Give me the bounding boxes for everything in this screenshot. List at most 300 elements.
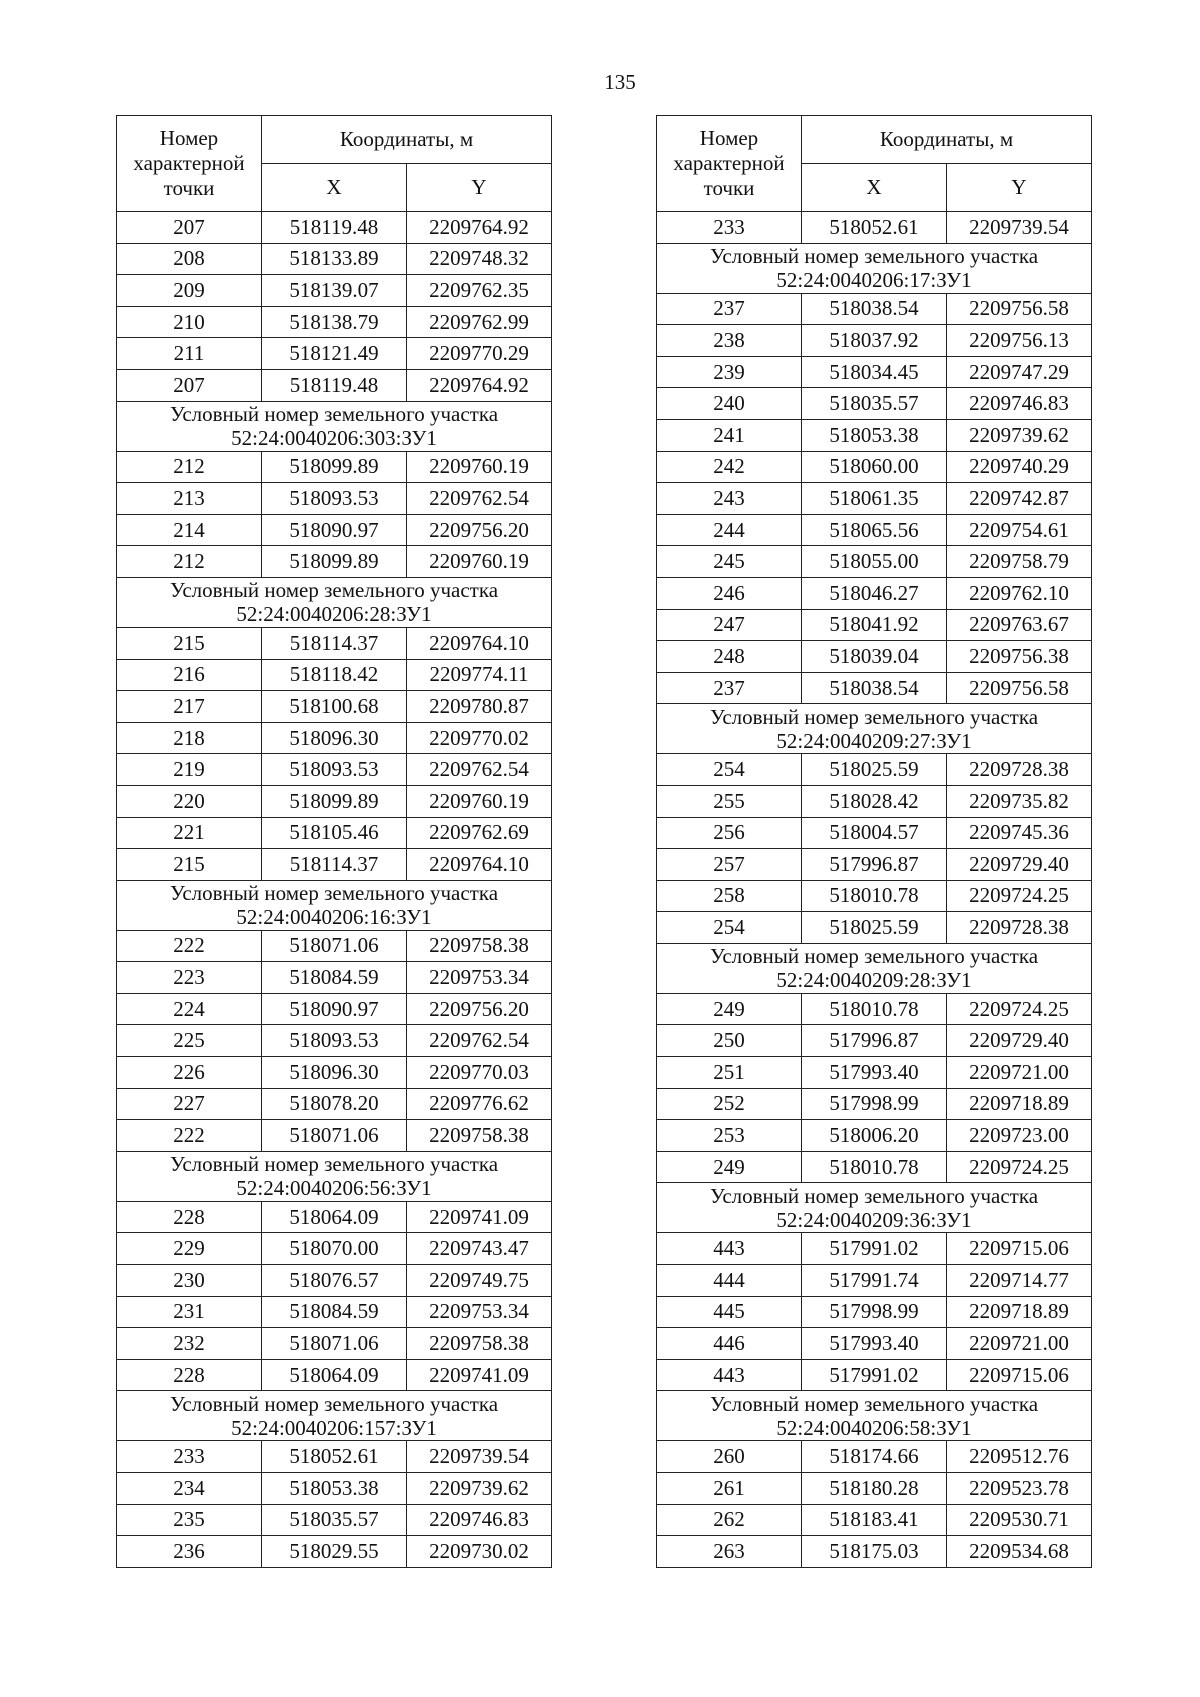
land-plot-heading-label: Условный номер земельного участка — [709, 1391, 1039, 1416]
y-coordinate-cell: 2209741.09 — [407, 1201, 552, 1233]
table-row — [657, 1473, 1092, 1505]
x-coordinate-cell: 518010.78 — [802, 1151, 947, 1183]
point-number-cell: 233 — [657, 212, 802, 244]
x-coordinate-cell: 518035.57 — [262, 1504, 407, 1536]
y-coordinate-cell: 2209724.25 — [947, 880, 1092, 912]
table-row — [117, 754, 552, 786]
land-plot-number: 52:24:0040206:17:ЗУ1 — [776, 268, 972, 293]
y-coordinate-cell: 2209756.20 — [407, 993, 552, 1025]
y-coordinate-cell: 2209718.89 — [947, 1296, 1092, 1328]
x-coordinate-cell: 518064.09 — [262, 1201, 407, 1233]
table-row — [117, 546, 552, 578]
header-coordinates: Координаты, м — [802, 116, 1092, 164]
y-coordinate-cell: 2209749.75 — [407, 1265, 552, 1297]
land-plot-heading-label: Условный номер земельного участка — [169, 1391, 499, 1416]
table-row — [117, 1536, 552, 1568]
section-row — [117, 1151, 552, 1201]
point-number-cell: 228 — [117, 1359, 262, 1391]
point-number-cell: 257 — [657, 849, 802, 881]
x-coordinate-cell: 518084.59 — [262, 1296, 407, 1328]
y-coordinate-cell: 2209758.79 — [947, 546, 1092, 578]
coordinates-table-right — [656, 115, 1092, 1568]
y-coordinate-cell: 2209743.47 — [407, 1233, 552, 1265]
table-row — [657, 1504, 1092, 1536]
point-number-cell: 212 — [117, 546, 262, 578]
table-row — [657, 419, 1092, 451]
land-plot-heading — [657, 243, 1092, 293]
y-coordinate-cell: 2209742.87 — [947, 483, 1092, 515]
y-coordinate-cell: 2209729.40 — [947, 1025, 1092, 1057]
header-coordinates: Координаты, м — [262, 116, 552, 164]
y-coordinate-cell: 2209762.99 — [407, 306, 552, 338]
table-row — [117, 243, 552, 275]
land-plot-number: 52:24:0040209:28:ЗУ1 — [776, 968, 972, 993]
point-number-cell: 254 — [657, 754, 802, 786]
point-number-cell: 235 — [117, 1504, 262, 1536]
y-coordinate-cell: 2209523.78 — [947, 1473, 1092, 1505]
point-number-cell: 237 — [657, 672, 802, 704]
x-coordinate-cell: 518138.79 — [262, 306, 407, 338]
y-coordinate-cell: 2209729.40 — [947, 849, 1092, 881]
x-coordinate-cell: 518006.20 — [802, 1120, 947, 1152]
land-plot-heading — [117, 1391, 552, 1441]
y-coordinate-cell: 2209715.06 — [947, 1233, 1092, 1265]
land-plot-heading-label: Условный номер земельного участка — [169, 1152, 499, 1177]
x-coordinate-cell: 518078.20 — [262, 1088, 407, 1120]
x-coordinate-cell: 518114.37 — [262, 627, 407, 659]
x-coordinate-cell: 518093.53 — [262, 754, 407, 786]
table-row — [657, 1120, 1092, 1152]
table-row — [657, 1151, 1092, 1183]
land-plot-number: 52:24:0040206:56:ЗУ1 — [236, 1176, 432, 1201]
y-coordinate-cell: 2209760.19 — [407, 785, 552, 817]
table-row — [117, 483, 552, 515]
table-row — [657, 785, 1092, 817]
x-coordinate-cell: 518061.35 — [802, 483, 947, 515]
point-number-cell: 226 — [117, 1057, 262, 1089]
point-number-cell: 232 — [117, 1328, 262, 1360]
y-coordinate-cell: 2209760.19 — [407, 451, 552, 483]
point-number-cell: 229 — [117, 1233, 262, 1265]
table-row — [657, 546, 1092, 578]
x-coordinate-cell: 517991.02 — [802, 1359, 947, 1391]
table-row — [117, 993, 552, 1025]
y-coordinate-cell: 2209764.10 — [407, 849, 552, 881]
x-coordinate-cell: 518084.59 — [262, 962, 407, 994]
point-number-cell: 233 — [117, 1441, 262, 1473]
x-coordinate-cell: 518096.30 — [262, 722, 407, 754]
header-x: X — [802, 164, 947, 212]
point-number-cell: 210 — [117, 306, 262, 338]
y-coordinate-cell: 2209776.62 — [407, 1088, 552, 1120]
table-row — [657, 577, 1092, 609]
table-row — [117, 930, 552, 962]
land-plot-number: 52:24:0040206:157:ЗУ1 — [231, 1415, 437, 1440]
x-coordinate-cell: 517998.99 — [802, 1088, 947, 1120]
point-number-cell: 208 — [117, 243, 262, 275]
table-body-right — [657, 212, 1092, 1568]
y-coordinate-cell: 2209756.20 — [407, 514, 552, 546]
land-plot-heading-label: Условный номер земельного участка — [709, 704, 1039, 729]
point-number-cell: 249 — [657, 1151, 802, 1183]
y-coordinate-cell: 2209724.25 — [947, 1151, 1092, 1183]
section-row — [117, 1391, 552, 1441]
x-coordinate-cell: 518052.61 — [262, 1441, 407, 1473]
y-coordinate-cell: 2209753.34 — [407, 962, 552, 994]
table-row — [657, 754, 1092, 786]
point-number-cell: 207 — [117, 369, 262, 401]
x-coordinate-cell: 518010.78 — [802, 880, 947, 912]
y-coordinate-cell: 2209735.82 — [947, 785, 1092, 817]
x-coordinate-cell: 518035.57 — [802, 388, 947, 420]
y-coordinate-cell: 2209721.00 — [947, 1328, 1092, 1360]
table-row — [117, 817, 552, 849]
y-coordinate-cell: 2209764.92 — [407, 369, 552, 401]
table-row — [117, 338, 552, 370]
point-number-cell: 213 — [117, 483, 262, 515]
section-row — [117, 880, 552, 930]
table-row — [657, 1057, 1092, 1089]
x-coordinate-cell: 518038.54 — [802, 672, 947, 704]
land-plot-heading — [117, 401, 552, 451]
point-number-cell: 218 — [117, 722, 262, 754]
y-coordinate-cell: 2209739.54 — [947, 212, 1092, 244]
point-number-cell: 445 — [657, 1296, 802, 1328]
x-coordinate-cell: 517993.40 — [802, 1328, 947, 1360]
x-coordinate-cell: 518034.45 — [802, 356, 947, 388]
table-row — [657, 356, 1092, 388]
y-coordinate-cell: 2209756.38 — [947, 641, 1092, 673]
point-number-cell: 220 — [117, 785, 262, 817]
table-row — [117, 1296, 552, 1328]
table-row — [117, 306, 552, 338]
land-plot-heading-label: Условный номер земельного участка — [709, 244, 1039, 269]
table-row — [657, 1359, 1092, 1391]
table-row — [117, 1201, 552, 1233]
table-row — [117, 369, 552, 401]
land-plot-heading — [117, 880, 552, 930]
x-coordinate-cell: 518119.48 — [262, 369, 407, 401]
land-plot-heading — [657, 943, 1092, 993]
x-coordinate-cell: 518028.42 — [802, 785, 947, 817]
point-number-cell: 443 — [657, 1359, 802, 1391]
table-row — [117, 1504, 552, 1536]
x-coordinate-cell: 518065.56 — [802, 514, 947, 546]
x-coordinate-cell: 517996.87 — [802, 849, 947, 881]
table-row — [657, 1328, 1092, 1360]
table-row — [657, 993, 1092, 1025]
table-row — [117, 659, 552, 691]
table-row — [117, 1025, 552, 1057]
point-number-cell: 242 — [657, 451, 802, 483]
section-row — [657, 1183, 1092, 1233]
y-coordinate-cell: 2209756.13 — [947, 325, 1092, 357]
land-plot-heading — [117, 577, 552, 627]
y-coordinate-cell: 2209762.54 — [407, 483, 552, 515]
point-number-cell: 238 — [657, 325, 802, 357]
point-number-cell: 253 — [657, 1120, 802, 1152]
table-row — [657, 1233, 1092, 1265]
y-coordinate-cell: 2209770.29 — [407, 338, 552, 370]
table-row — [117, 1359, 552, 1391]
point-number-cell: 248 — [657, 641, 802, 673]
table-row — [657, 1296, 1092, 1328]
point-number-cell: 245 — [657, 546, 802, 578]
y-coordinate-cell: 2209721.00 — [947, 1057, 1092, 1089]
y-coordinate-cell: 2209512.76 — [947, 1441, 1092, 1473]
y-coordinate-cell: 2209780.87 — [407, 691, 552, 723]
x-coordinate-cell: 518119.48 — [262, 212, 407, 244]
y-coordinate-cell: 2209762.35 — [407, 275, 552, 307]
y-coordinate-cell: 2209730.02 — [407, 1536, 552, 1568]
table-row — [117, 1473, 552, 1505]
y-coordinate-cell: 2209714.77 — [947, 1265, 1092, 1297]
y-coordinate-cell: 2209747.29 — [947, 356, 1092, 388]
x-coordinate-cell: 518099.89 — [262, 785, 407, 817]
x-coordinate-cell: 518010.78 — [802, 993, 947, 1025]
x-coordinate-cell: 518052.61 — [802, 212, 947, 244]
table-row — [117, 514, 552, 546]
point-number-cell: 221 — [117, 817, 262, 849]
y-coordinate-cell: 2209728.38 — [947, 754, 1092, 786]
x-coordinate-cell: 518070.00 — [262, 1233, 407, 1265]
point-number-cell: 207 — [117, 212, 262, 244]
point-number-cell: 216 — [117, 659, 262, 691]
x-coordinate-cell: 518093.53 — [262, 1025, 407, 1057]
y-coordinate-cell: 2209758.38 — [407, 930, 552, 962]
x-coordinate-cell: 518060.00 — [802, 451, 947, 483]
x-coordinate-cell: 518025.59 — [802, 754, 947, 786]
y-coordinate-cell: 2209770.02 — [407, 722, 552, 754]
x-coordinate-cell: 518105.46 — [262, 817, 407, 849]
section-row — [657, 1391, 1092, 1441]
point-number-cell: 444 — [657, 1265, 802, 1297]
table-row — [657, 212, 1092, 244]
x-coordinate-cell: 518133.89 — [262, 243, 407, 275]
x-coordinate-cell: 518053.38 — [802, 419, 947, 451]
point-number-cell: 261 — [657, 1473, 802, 1505]
y-coordinate-cell: 2209762.10 — [947, 577, 1092, 609]
table-row — [117, 1057, 552, 1089]
point-number-cell: 243 — [657, 483, 802, 515]
y-coordinate-cell: 2209760.19 — [407, 546, 552, 578]
land-plot-heading — [657, 704, 1092, 754]
table-row — [117, 212, 552, 244]
x-coordinate-cell: 518139.07 — [262, 275, 407, 307]
y-coordinate-cell: 2209748.32 — [407, 243, 552, 275]
x-coordinate-cell: 518037.92 — [802, 325, 947, 357]
x-coordinate-cell: 518180.28 — [802, 1473, 947, 1505]
point-number-cell: 249 — [657, 993, 802, 1025]
table-row — [117, 785, 552, 817]
table-row — [657, 672, 1092, 704]
table-row — [657, 1441, 1092, 1473]
table-row — [657, 912, 1092, 944]
point-number-cell: 225 — [117, 1025, 262, 1057]
land-plot-number: 52:24:0040206:16:ЗУ1 — [236, 905, 432, 930]
table-row — [117, 627, 552, 659]
y-coordinate-cell: 2209739.54 — [407, 1441, 552, 1473]
table-row — [117, 275, 552, 307]
point-number-cell: 228 — [117, 1201, 262, 1233]
x-coordinate-cell: 518090.97 — [262, 993, 407, 1025]
point-number-cell: 256 — [657, 817, 802, 849]
x-coordinate-cell: 518118.42 — [262, 659, 407, 691]
x-coordinate-cell: 518038.54 — [802, 293, 947, 325]
x-coordinate-cell: 518029.55 — [262, 1536, 407, 1568]
land-plot-heading — [117, 1151, 552, 1201]
section-row — [117, 401, 552, 451]
table-row — [657, 514, 1092, 546]
x-coordinate-cell: 518053.38 — [262, 1473, 407, 1505]
table-row — [117, 1265, 552, 1297]
header-y: Y — [947, 164, 1092, 212]
point-number-cell: 236 — [117, 1536, 262, 1568]
point-number-cell: 224 — [117, 993, 262, 1025]
x-coordinate-cell: 518100.68 — [262, 691, 407, 723]
table-row — [657, 451, 1092, 483]
x-coordinate-cell: 518121.49 — [262, 338, 407, 370]
point-number-cell: 246 — [657, 577, 802, 609]
y-coordinate-cell: 2209764.10 — [407, 627, 552, 659]
section-row — [657, 243, 1092, 293]
point-number-cell: 223 — [117, 962, 262, 994]
header-x: X — [262, 164, 407, 212]
x-coordinate-cell: 518175.03 — [802, 1536, 947, 1568]
point-number-cell: 251 — [657, 1057, 802, 1089]
table-row — [117, 1233, 552, 1265]
x-coordinate-cell: 517998.99 — [802, 1296, 947, 1328]
land-plot-heading-label: Условный номер земельного участка — [169, 578, 499, 603]
y-coordinate-cell: 2209756.58 — [947, 672, 1092, 704]
y-coordinate-cell: 2209756.58 — [947, 293, 1092, 325]
point-number-cell: 222 — [117, 1120, 262, 1152]
point-number-cell: 255 — [657, 785, 802, 817]
y-coordinate-cell: 2209534.68 — [947, 1536, 1092, 1568]
land-plot-heading — [657, 1183, 1092, 1233]
point-number-cell: 211 — [117, 338, 262, 370]
x-coordinate-cell: 518039.04 — [802, 641, 947, 673]
point-number-cell: 227 — [117, 1088, 262, 1120]
x-coordinate-cell: 518183.41 — [802, 1504, 947, 1536]
table-row — [657, 1025, 1092, 1057]
x-coordinate-cell: 518099.89 — [262, 451, 407, 483]
x-coordinate-cell: 518096.30 — [262, 1057, 407, 1089]
point-number-cell: 215 — [117, 627, 262, 659]
header-point-number: Номер характерной точки — [117, 116, 262, 212]
land-plot-number: 52:24:0040206:303:ЗУ1 — [231, 426, 437, 451]
table-row — [117, 962, 552, 994]
land-plot-heading-label: Условный номер земельного участка — [169, 881, 499, 906]
x-coordinate-cell: 518004.57 — [802, 817, 947, 849]
y-coordinate-cell: 2209763.67 — [947, 609, 1092, 641]
land-plot-heading-label: Условный номер земельного участка — [169, 402, 499, 427]
point-number-cell: 252 — [657, 1088, 802, 1120]
y-coordinate-cell: 2209764.92 — [407, 212, 552, 244]
y-coordinate-cell: 2209746.83 — [947, 388, 1092, 420]
section-row — [657, 704, 1092, 754]
y-coordinate-cell: 2209530.71 — [947, 1504, 1092, 1536]
land-plot-number: 52:24:0040206:28:ЗУ1 — [236, 602, 432, 627]
land-plot-heading — [657, 1391, 1092, 1441]
x-coordinate-cell: 517991.02 — [802, 1233, 947, 1265]
table-row — [657, 388, 1092, 420]
y-coordinate-cell: 2209715.06 — [947, 1359, 1092, 1391]
point-number-cell: 263 — [657, 1536, 802, 1568]
point-number-cell: 230 — [117, 1265, 262, 1297]
x-coordinate-cell: 518174.66 — [802, 1441, 947, 1473]
y-coordinate-cell: 2209754.61 — [947, 514, 1092, 546]
table-row — [117, 691, 552, 723]
point-number-cell: 239 — [657, 356, 802, 388]
point-number-cell: 244 — [657, 514, 802, 546]
y-coordinate-cell: 2209718.89 — [947, 1088, 1092, 1120]
point-number-cell: 250 — [657, 1025, 802, 1057]
table-row — [657, 849, 1092, 881]
land-plot-number: 52:24:0040209:36:ЗУ1 — [776, 1207, 972, 1232]
point-number-cell: 443 — [657, 1233, 802, 1265]
point-number-cell: 217 — [117, 691, 262, 723]
point-number-cell: 215 — [117, 849, 262, 881]
coordinates-table-left — [116, 115, 552, 1568]
table-row — [117, 1120, 552, 1152]
table-row — [117, 1441, 552, 1473]
table-body-left — [117, 212, 552, 1568]
section-row — [657, 943, 1092, 993]
table-row — [117, 1328, 552, 1360]
x-coordinate-cell: 518041.92 — [802, 609, 947, 641]
table-row — [117, 451, 552, 483]
y-coordinate-cell: 2209745.36 — [947, 817, 1092, 849]
x-coordinate-cell: 518071.06 — [262, 1328, 407, 1360]
table-row — [657, 483, 1092, 515]
x-coordinate-cell: 517996.87 — [802, 1025, 947, 1057]
y-coordinate-cell: 2209758.38 — [407, 1328, 552, 1360]
table-row — [657, 325, 1092, 357]
x-coordinate-cell: 518055.00 — [802, 546, 947, 578]
table-row — [117, 849, 552, 881]
header-y: Y — [407, 164, 552, 212]
table-row — [657, 1536, 1092, 1568]
y-coordinate-cell: 2209762.54 — [407, 1025, 552, 1057]
y-coordinate-cell: 2209724.25 — [947, 993, 1092, 1025]
point-number-cell: 212 — [117, 451, 262, 483]
x-coordinate-cell: 518064.09 — [262, 1359, 407, 1391]
point-number-cell: 237 — [657, 293, 802, 325]
y-coordinate-cell: 2209753.34 — [407, 1296, 552, 1328]
x-coordinate-cell: 518046.27 — [802, 577, 947, 609]
x-coordinate-cell: 518090.97 — [262, 514, 407, 546]
point-number-cell: 209 — [117, 275, 262, 307]
table-row — [657, 1088, 1092, 1120]
header-point-number: Номер характерной точки — [657, 116, 802, 212]
point-number-cell: 254 — [657, 912, 802, 944]
land-plot-heading-label: Условный номер земельного участка — [709, 944, 1039, 969]
point-number-cell: 234 — [117, 1473, 262, 1505]
point-number-cell: 258 — [657, 880, 802, 912]
y-coordinate-cell: 2209739.62 — [947, 419, 1092, 451]
point-number-cell: 260 — [657, 1441, 802, 1473]
x-coordinate-cell: 518071.06 — [262, 930, 407, 962]
table-row — [657, 880, 1092, 912]
land-plot-number: 52:24:0040209:27:ЗУ1 — [776, 728, 972, 753]
y-coordinate-cell: 2209770.03 — [407, 1057, 552, 1089]
point-number-cell: 240 — [657, 388, 802, 420]
table-row — [657, 1265, 1092, 1297]
table-row — [117, 1088, 552, 1120]
y-coordinate-cell: 2209746.83 — [407, 1504, 552, 1536]
y-coordinate-cell: 2209741.09 — [407, 1359, 552, 1391]
